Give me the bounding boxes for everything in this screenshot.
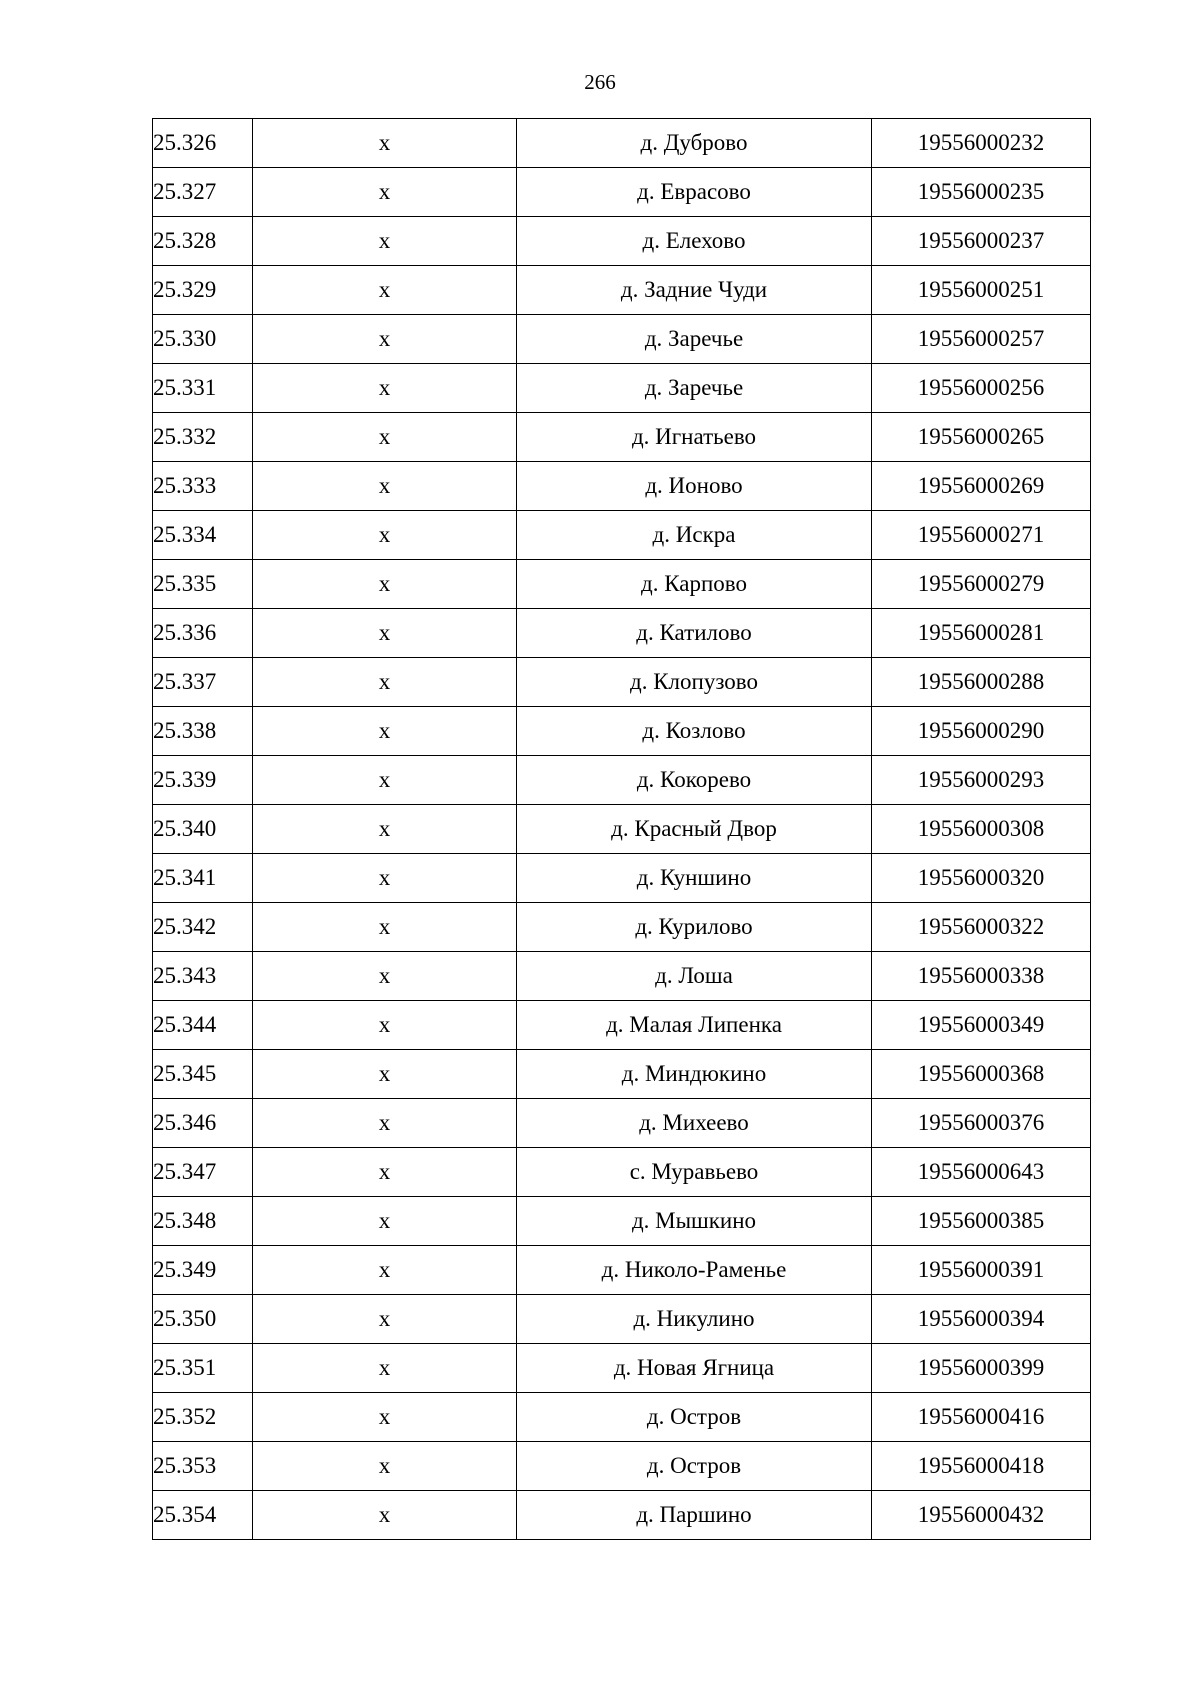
- okato-code-cell: 19556000416: [872, 1393, 1091, 1442]
- settlement-name-cell: д. Карпово: [517, 560, 872, 609]
- settlement-name-cell: д. Николо-Раменье: [517, 1246, 872, 1295]
- mark-cell: x: [253, 560, 517, 609]
- row-number-cell: 25.338: [153, 707, 253, 756]
- okato-code-cell: 19556000235: [872, 168, 1091, 217]
- okato-code-cell: 19556000322: [872, 903, 1091, 952]
- row-number-cell: 25.329: [153, 266, 253, 315]
- table-row: [153, 413, 1091, 462]
- mark-cell: x: [253, 1099, 517, 1148]
- okato-code-cell: 19556000338: [872, 952, 1091, 1001]
- mark-cell: x: [253, 854, 517, 903]
- settlement-name-cell: д. Михеево: [517, 1099, 872, 1148]
- mark-cell: x: [253, 266, 517, 315]
- settlement-name-cell: д. Дуброво: [517, 119, 872, 168]
- table-row: [153, 707, 1091, 756]
- okato-code-cell: 19556000293: [872, 756, 1091, 805]
- table-row: [153, 364, 1091, 413]
- settlement-name-cell: д. Куншино: [517, 854, 872, 903]
- row-number-cell: 25.337: [153, 658, 253, 707]
- table-row: [153, 805, 1091, 854]
- table-row: [153, 1442, 1091, 1491]
- row-number-cell: 25.332: [153, 413, 253, 462]
- okato-code-cell: 19556000368: [872, 1050, 1091, 1099]
- table-row: [153, 1197, 1091, 1246]
- settlement-name-cell: д. Лоша: [517, 952, 872, 1001]
- table-row: [153, 854, 1091, 903]
- settlement-name-cell: д. Ионово: [517, 462, 872, 511]
- row-number-cell: 25.335: [153, 560, 253, 609]
- table-row: [153, 1344, 1091, 1393]
- row-number-cell: 25.345: [153, 1050, 253, 1099]
- settlement-name-cell: д. Игнатьево: [517, 413, 872, 462]
- okato-code-cell: 19556000257: [872, 315, 1091, 364]
- okato-code-cell: 19556000265: [872, 413, 1091, 462]
- row-number-cell: 25.350: [153, 1295, 253, 1344]
- settlement-name-cell: д. Елехово: [517, 217, 872, 266]
- mark-cell: x: [253, 413, 517, 462]
- row-number-cell: 25.342: [153, 903, 253, 952]
- table-row: [153, 1491, 1091, 1540]
- settlement-name-cell: д. Заречье: [517, 315, 872, 364]
- settlement-name-cell: д. Кокорево: [517, 756, 872, 805]
- row-number-cell: 25.349: [153, 1246, 253, 1295]
- settlement-name-cell: д. Козлово: [517, 707, 872, 756]
- row-number-cell: 25.328: [153, 217, 253, 266]
- table-row: [153, 658, 1091, 707]
- okato-code-cell: 19556000271: [872, 511, 1091, 560]
- table-body: [153, 119, 1091, 1540]
- table-row: [153, 168, 1091, 217]
- settlement-name-cell: д. Малая Липенка: [517, 1001, 872, 1050]
- mark-cell: x: [253, 609, 517, 658]
- okato-code-cell: 19556000320: [872, 854, 1091, 903]
- row-number-cell: 25.327: [153, 168, 253, 217]
- table-row: [153, 903, 1091, 952]
- table-row: [153, 462, 1091, 511]
- mark-cell: x: [253, 511, 517, 560]
- row-number-cell: 25.344: [153, 1001, 253, 1050]
- row-number-cell: 25.336: [153, 609, 253, 658]
- table-row: [153, 1050, 1091, 1099]
- okato-code-cell: 19556000269: [872, 462, 1091, 511]
- table-row: [153, 266, 1091, 315]
- okato-code-cell: 19556000399: [872, 1344, 1091, 1393]
- okato-code-cell: 19556000290: [872, 707, 1091, 756]
- settlement-name-cell: д. Курилово: [517, 903, 872, 952]
- settlement-name-cell: с. Муравьево: [517, 1148, 872, 1197]
- mark-cell: x: [253, 217, 517, 266]
- table-row: [153, 609, 1091, 658]
- settlement-name-cell: д. Остров: [517, 1442, 872, 1491]
- row-number-cell: 25.352: [153, 1393, 253, 1442]
- settlement-name-cell: д. Искра: [517, 511, 872, 560]
- settlement-name-cell: д. Миндюкино: [517, 1050, 872, 1099]
- table-row: [153, 1148, 1091, 1197]
- okato-code-cell: 19556000251: [872, 266, 1091, 315]
- okato-code-cell: 19556000308: [872, 805, 1091, 854]
- settlement-name-cell: д. Красный Двор: [517, 805, 872, 854]
- okato-code-cell: 19556000376: [872, 1099, 1091, 1148]
- mark-cell: x: [253, 168, 517, 217]
- mark-cell: x: [253, 707, 517, 756]
- settlement-name-cell: д. Новая Ягница: [517, 1344, 872, 1393]
- table-row: [153, 1295, 1091, 1344]
- okato-code-cell: 19556000349: [872, 1001, 1091, 1050]
- row-number-cell: 25.334: [153, 511, 253, 560]
- okato-code-cell: 19556000232: [872, 119, 1091, 168]
- mark-cell: x: [253, 1491, 517, 1540]
- row-number-cell: 25.346: [153, 1099, 253, 1148]
- row-number-cell: 25.326: [153, 119, 253, 168]
- mark-cell: x: [253, 658, 517, 707]
- mark-cell: x: [253, 1344, 517, 1393]
- mark-cell: x: [253, 1148, 517, 1197]
- table-row: [153, 1246, 1091, 1295]
- mark-cell: x: [253, 315, 517, 364]
- mark-cell: x: [253, 119, 517, 168]
- row-number-cell: 25.351: [153, 1344, 253, 1393]
- settlement-name-cell: д. Никулино: [517, 1295, 872, 1344]
- settlement-name-cell: д. Паршино: [517, 1491, 872, 1540]
- row-number-cell: 25.348: [153, 1197, 253, 1246]
- table-row: [153, 1001, 1091, 1050]
- table-row: [153, 560, 1091, 609]
- okato-code-cell: 19556000237: [872, 217, 1091, 266]
- table-row: [153, 511, 1091, 560]
- okato-code-cell: 19556000279: [872, 560, 1091, 609]
- table-row: [153, 1393, 1091, 1442]
- okato-code-cell: 19556000418: [872, 1442, 1091, 1491]
- row-number-cell: 25.340: [153, 805, 253, 854]
- row-number-cell: 25.347: [153, 1148, 253, 1197]
- settlement-name-cell: д. Задние Чуди: [517, 266, 872, 315]
- okato-code-cell: 19556000394: [872, 1295, 1091, 1344]
- mark-cell: x: [253, 756, 517, 805]
- table-row: [153, 756, 1091, 805]
- settlements-table: [152, 118, 1091, 1540]
- row-number-cell: 25.339: [153, 756, 253, 805]
- settlement-name-cell: д. Остров: [517, 1393, 872, 1442]
- table-row: [153, 1099, 1091, 1148]
- mark-cell: x: [253, 364, 517, 413]
- table-row: [153, 315, 1091, 364]
- settlement-name-cell: д. Еврасово: [517, 168, 872, 217]
- okato-code-cell: 19556000643: [872, 1148, 1091, 1197]
- row-number-cell: 25.343: [153, 952, 253, 1001]
- mark-cell: x: [253, 1246, 517, 1295]
- page-number: 266: [584, 70, 616, 94]
- okato-code-cell: 19556000385: [872, 1197, 1091, 1246]
- mark-cell: x: [253, 1295, 517, 1344]
- mark-cell: x: [253, 462, 517, 511]
- settlement-name-cell: д. Заречье: [517, 364, 872, 413]
- mark-cell: x: [253, 903, 517, 952]
- mark-cell: x: [253, 1442, 517, 1491]
- row-number-cell: 25.333: [153, 462, 253, 511]
- table-row: [153, 217, 1091, 266]
- mark-cell: x: [253, 805, 517, 854]
- settlement-name-cell: д. Мышкино: [517, 1197, 872, 1246]
- mark-cell: x: [253, 952, 517, 1001]
- okato-code-cell: 19556000256: [872, 364, 1091, 413]
- okato-code-cell: 19556000281: [872, 609, 1091, 658]
- mark-cell: x: [253, 1197, 517, 1246]
- okato-code-cell: 19556000391: [872, 1246, 1091, 1295]
- settlement-name-cell: д. Катилово: [517, 609, 872, 658]
- mark-cell: x: [253, 1001, 517, 1050]
- row-number-cell: 25.341: [153, 854, 253, 903]
- mark-cell: x: [253, 1050, 517, 1099]
- table-row: [153, 952, 1091, 1001]
- mark-cell: x: [253, 1393, 517, 1442]
- okato-code-cell: 19556000432: [872, 1491, 1091, 1540]
- row-number-cell: 25.354: [153, 1491, 253, 1540]
- row-number-cell: 25.331: [153, 364, 253, 413]
- row-number-cell: 25.353: [153, 1442, 253, 1491]
- okato-code-cell: 19556000288: [872, 658, 1091, 707]
- row-number-cell: 25.330: [153, 315, 253, 364]
- settlement-name-cell: д. Клопузово: [517, 658, 872, 707]
- table-row: [153, 119, 1091, 168]
